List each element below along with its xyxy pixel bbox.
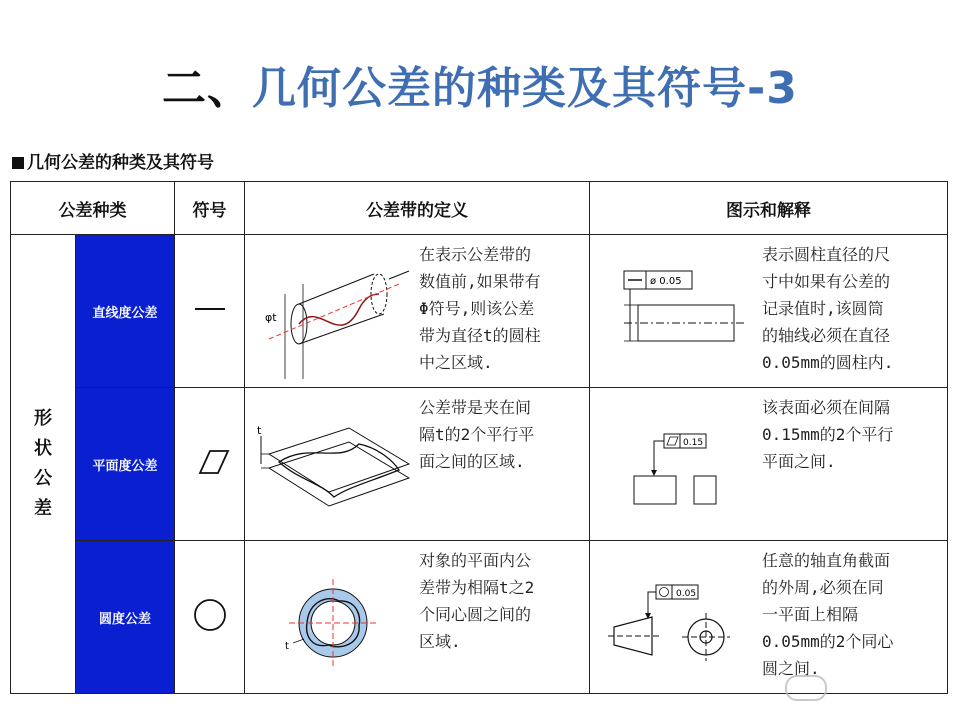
title-main: 几何公差的种类及其符号-3 — [252, 63, 798, 114]
circularity-zone-figure — [249, 545, 417, 689]
definition-cell — [245, 541, 590, 694]
symbol-cell — [175, 388, 245, 541]
flatness-drawing — [594, 392, 762, 536]
header-explanation: 图示和解释 — [590, 182, 948, 235]
explanation-text: 任意的轴直角截面 的外周,必须在同 一平面上相隔 0.05mm的2个同心 圆之间. — [762, 551, 894, 678]
t-label: t — [285, 641, 289, 652]
symbol-cell — [175, 541, 245, 694]
frame-value: ø 0.05 — [650, 276, 682, 287]
tolerance-name: 圆度公差 — [76, 541, 175, 694]
tolerance-name: 平面度公差 — [76, 388, 175, 541]
header-type: 公差种类 — [11, 182, 175, 235]
definition-text: 对象的平面内公 差带为相隔t之2 个同心圆之间的 区域. — [419, 551, 535, 651]
page-title — [0, 52, 960, 116]
tolerance-name: 直线度公差 — [76, 235, 175, 388]
explanation-text: 该表面必须在间隔 0.15mm的2个平行 平面之间. — [762, 398, 894, 471]
explanation-text: 表示圆柱直径的尺 寸中如果有公差的 记录值时,该圆筒 的轴线必须在直径 0.05mm的圆柱内. — [762, 245, 894, 372]
section-heading-text: 几何公差的种类及其符号 — [27, 153, 214, 173]
explanation-cell — [590, 388, 948, 541]
category-char: 形 — [34, 408, 52, 429]
title-prefix: 二、 — [162, 63, 253, 114]
phi-t-label: φt — [265, 311, 277, 324]
watermark-icon — [785, 675, 827, 701]
square-bullet-icon — [12, 157, 24, 169]
t-label: t — [257, 424, 262, 437]
header-symbol: 符号 — [175, 182, 245, 235]
cylinder-zone-figure — [249, 239, 417, 383]
explanation-cell — [590, 541, 948, 694]
explanation-cell — [590, 235, 948, 388]
definition-cell — [245, 235, 590, 388]
section-heading — [12, 148, 214, 173]
table-row — [11, 388, 948, 541]
definition-text: 在表示公差带的 数值前,如果带有 Φ符号,则该公差 带为直径t的圆柱 中之区域. — [419, 245, 541, 372]
flatness-icon — [188, 447, 232, 477]
table-row — [11, 541, 948, 694]
straightness-drawing — [594, 239, 762, 383]
category-cell — [11, 235, 76, 694]
category-char: 公 — [34, 468, 52, 489]
definition-cell — [245, 388, 590, 541]
table-row — [11, 235, 948, 388]
header-definition: 公差带的定义 — [245, 182, 590, 235]
table-header-row — [11, 182, 948, 235]
frame-value: 0.15 — [683, 438, 704, 448]
circularity-icon — [190, 595, 230, 635]
circularity-drawing — [594, 545, 762, 689]
category-char: 差 — [34, 498, 52, 519]
definition-text: 公差带是夹在间 隔t的2个平行平 面之间的区域. — [419, 398, 535, 471]
flatness-zone-figure — [249, 392, 417, 536]
straightness-icon — [190, 299, 230, 319]
category-char: 状 — [34, 438, 52, 459]
symbol-cell — [175, 235, 245, 388]
frame-value: 0.05 — [676, 589, 697, 599]
tolerance-table — [10, 181, 948, 694]
